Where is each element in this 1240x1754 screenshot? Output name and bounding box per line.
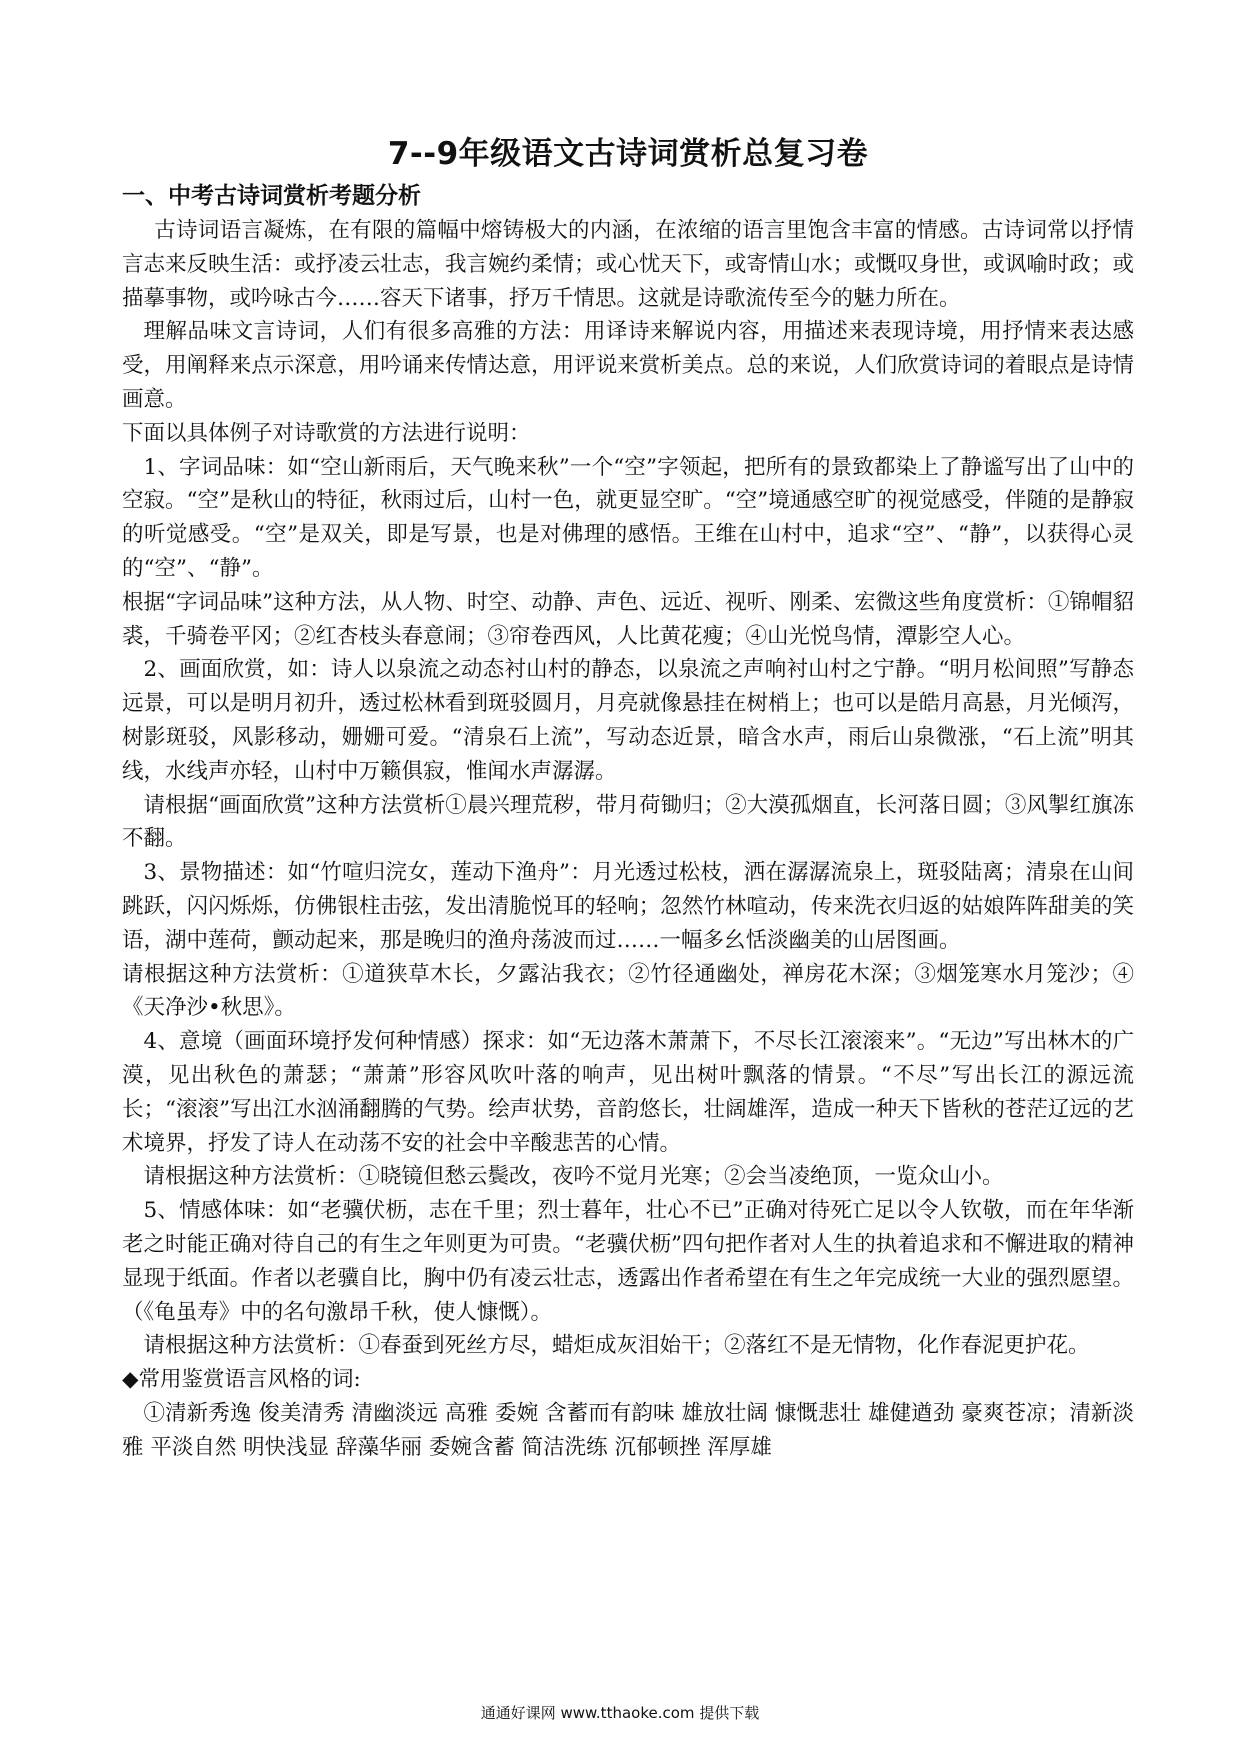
paragraph-method-3: 3、景物描述：如“竹喧归浣女，莲动下渔舟”：月光透过松枝，洒在潺潺流泉上，斑驳陆离；清泉在山间跳跃，闪闪烁烁，仿佛银柱击弦，发出清脆悦耳的轻响；忽然竹林喧动，传来洗衣归返的姑娘阵阵甜美的笑语，湖中莲荷，颤动起来，那是晚归的渔舟荡波而过……一幅多幺恬淡幽美的山居图画。 — [122, 860, 1134, 953]
document-title: 7--9年级语文古诗词赏析总复习卷 — [387, 136, 869, 172]
paragraph-method-4: 4、意境（画面环境抒发何种情感）探求：如“无边落木萧萧下，不尽长江滚滚来”。“无边”写出林木的广漠，见出秋色的萧瑟；“萧萧”形容风吹叶落的响声，见出树叶飘落的情景。“不尽”写出长江的源远流长；“滚滚”写出江水汹涌翻腾的气势。绘声状势，音韵悠长，壮阔雄浑，造成一种天下皆秋的苍茫辽远的艺术境界，抒发了诗人在动荡不安的社会中辛酸悲苦的心情。 — [122, 1029, 1134, 1156]
paragraph-methods: 理解品味文言诗词，人们有很多高雅的方法：用译诗来解说内容，用描述来表现诗境，用抒情来表达感受，用阐释来点示深意，用吟诵来传情达意，用评说来赏析美点。总的来说，人们欣赏诗词的着眼点是诗情画意。 — [122, 319, 1134, 412]
paragraph-style-words: ①清新秀逸 俊美清秀 清幽淡远 高雅 委婉 含蓄而有韵味 雄放壮阔 慷慨悲壮 雄健遒劲 豪爽苍凉；清新淡雅 平淡自然 明快浅显 辞藻华丽 委婉含蓄 简洁洗练 沉郁顿挫 浑厚雄 — [122, 1400, 1134, 1460]
paragraph-method-5: 5、情感体味：如“老骥伏枥，志在千里；烈士暮年，壮心不已”正确对待死亡足以令人钦敬，而在年华渐老之时能正确对待自己的有生之年则更为可贵。“老骥伏枥”四句把作者对人生的执着追求和不懈进取的精神显现于纸面。作者以老骥自比，胸中仍有凌云壮志，透露出作者希望在有生之年完成统一大业的强烈愿望。（《龟虽寿》中的名句激昂千秋，使人慷慨）。 — [122, 1198, 1134, 1325]
paragraph-method-1: 1、字词品味：如“空山新雨后，天气晚来秋”一个“空”字领起，把所有的景致都染上了静谧写出了山中的空寂。“空”是秋山的特征，秋雨过后，山村一色，就更显空旷。“空”境通感空旷的视觉感受，伴随的是静寂的听觉感受。“空”是双关，即是写景，也是对佛理的感悟。王维在山村中，追求“空”、“静”，以获得心灵的“空”、“静”。 — [122, 454, 1134, 581]
paragraph-method-2: 2、画面欣赏，如：诗人以泉流之动态衬山村的静态，以泉流之声响衬山村之宁静。“明月松间照”写静态远景，可以是明月初升，透过松林看到斑驳圆月，月亮就像悬挂在树梢上；也可以是皓月高悬，月光倾泻，树影斑驳，风影移动，姗姗可爱。“清泉石上流”，写动态近景，暗含水声，雨后山泉微涨，“石上流”明其线，水线声亦轻，山村中万籁俱寂，惟闻水声潺潺。 — [122, 657, 1134, 784]
section-heading: 一、中考古诗词赏析考题分析 — [122, 183, 421, 209]
document-page — [122, 120, 1134, 1464]
paragraph-exercise-3: 请根据这种方法赏析：①道狭草木长，夕露沾我衣；②竹径通幽处，禅房花木深；③烟笼寒水月笼沙；④《天净沙•秋思》。 — [122, 961, 1134, 1021]
paragraph-exercise-4: 请根据这种方法赏析：①晓镜但愁云鬓改，夜吟不觉月光寒；②会当凌绝顶，一览众山小。 — [143, 1164, 1004, 1190]
page-footer: 通通好课网 www.tthaoke.com 提供下载 — [480, 1704, 760, 1722]
paragraph-examples-lead: 下面以具体例子对诗歌赏的方法进行说明： — [122, 420, 531, 446]
paragraph-style-words-heading: ◆常用鉴赏语言风格的词: — [122, 1367, 361, 1393]
paragraph-exercise-1: 根据“字词品味”这种方法，从人物、时空、动静、声色、远近、视听、刚柔、宏微这些角度赏析：①锦帽貂裘，千骑卷平冈；②红杏枝头春意闹；③帘卷西风，人比黄花瘦；④山光悦鸟情，潭影空人心。 — [122, 589, 1134, 649]
paragraph-exercise-2: 请根据“画面欣赏”这种方法赏析①晨兴理荒秽，带月荷锄归；②大漠孤烟直，长河落日圆；③风掣红旗冻不翻。 — [122, 792, 1134, 852]
paragraph-exercise-5: 请根据这种方法赏析：①春蚕到死丝方尽，蜡炬成灰泪始干；②落红不是无情物，化作春泥更护花。 — [143, 1333, 1090, 1359]
paragraph-intro: 古诗词语言凝炼，在有限的篇幅中熔铸极大的内涵，在浓缩的语言里饱含丰富的情感。古诗词常以抒情言志来反映生活：或抒凌云壮志，我言婉约柔情；或心忧天下，或寄情山水；或慨叹身世，或讽喻时政；或描摹事物，或吟咏古今……容天下诸事，抒万千情思。这就是诗歌流传至今的魅力所在。 — [122, 218, 1134, 311]
